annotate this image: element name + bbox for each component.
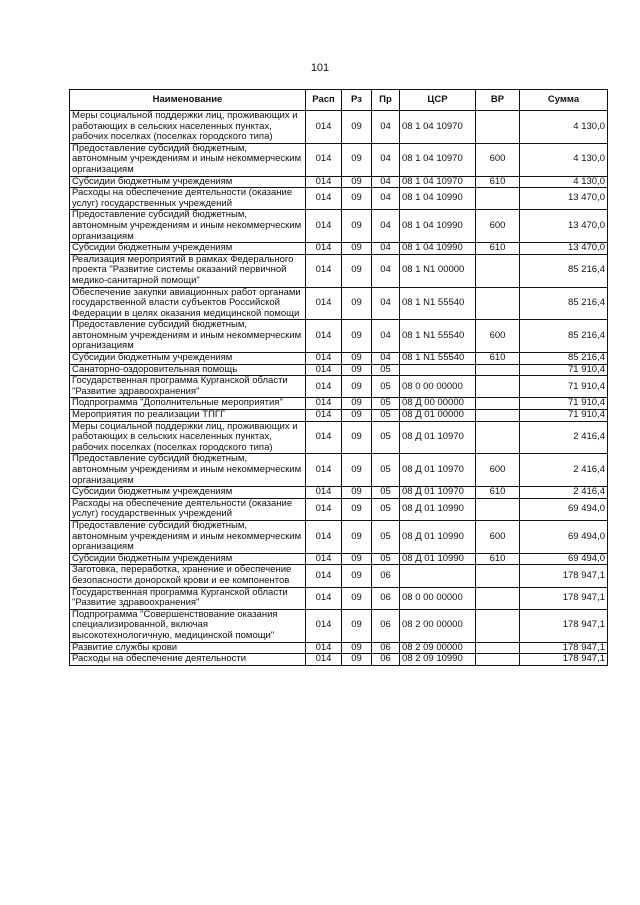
cell-pr: 06 [372,654,400,666]
cell-name: Предоставление субсидий бюджетным, автономным учреждениям и иным некоммерческим организациям [70,143,306,176]
cell-sum: 85 216,4 [520,254,608,287]
cell-rasp: 014 [306,143,342,176]
cell-sum: 13 470,0 [520,243,608,255]
cell-vr [476,364,520,376]
cell-rasp: 014 [306,376,342,398]
cell-rasp: 014 [306,188,342,210]
header-pr: Пр [372,90,400,111]
cell-name: Предоставление субсидий бюджетным, автономным учреждениям и иным некоммерческим организациям [70,454,306,487]
table-row [70,498,608,520]
cell-sum: 178 947,1 [520,642,608,654]
table-row [70,609,608,642]
cell-name: Расходы на обеспечение деятельности (оказание услуг) государственных учреждений [70,498,306,520]
cell-csr: 08 1 N1 55540 [400,320,476,353]
table-row [70,243,608,255]
cell-vr [476,587,520,609]
cell-name: Подпрограмма "Совершенствование оказания специализированной, включая высокотехнологичную, медицинской помощи" [70,609,306,642]
table-row [70,353,608,365]
cell-pr: 05 [372,553,400,565]
cell-rz: 09 [342,498,372,520]
table-row [70,410,608,422]
cell-vr: 610 [476,553,520,565]
cell-vr: 600 [476,210,520,243]
table-row [70,210,608,243]
cell-csr: 08 0 00 00000 [400,587,476,609]
cell-name: Меры социальной поддержки лиц, проживающих и работающих в сельских населенных пунктах, рабочих поселках (поселках городского типа) [70,421,306,454]
cell-vr [476,565,520,587]
cell-vr [476,254,520,287]
cell-name: Развитие службы крови [70,642,306,654]
cell-vr: 610 [476,243,520,255]
cell-rz: 09 [342,553,372,565]
cell-sum: 69 494,0 [520,520,608,553]
cell-csr: 08 Д 01 10970 [400,487,476,499]
cell-csr: 08 1 N1 55540 [400,287,476,320]
cell-vr: 610 [476,353,520,365]
cell-vr: 600 [476,143,520,176]
cell-rasp: 014 [306,410,342,422]
cell-sum: 71 910,4 [520,398,608,410]
cell-rz: 09 [342,210,372,243]
cell-sum: 4 130,0 [520,176,608,188]
cell-csr: 08 2 09 00000 [400,642,476,654]
cell-name: Предоставление субсидий бюджетным, автономным учреждениям и иным некоммерческим организациям [70,320,306,353]
cell-sum: 71 910,4 [520,410,608,422]
cell-name: Реализация мероприятий в рамках Федерального проекта "Развитие системы оказаний первичной медико-санитарной помощи" [70,254,306,287]
cell-name: Государственная программа Курганской области "Развитие здравоохранения" [70,376,306,398]
cell-csr: 08 Д 01 10990 [400,520,476,553]
cell-csr [400,565,476,587]
cell-pr: 04 [372,143,400,176]
cell-rasp: 014 [306,353,342,365]
cell-rz: 09 [342,565,372,587]
table-row [70,642,608,654]
cell-rasp: 014 [306,111,342,144]
cell-rz: 09 [342,642,372,654]
cell-rz: 09 [342,254,372,287]
header-sum: Сумма [520,90,608,111]
cell-pr: 05 [372,454,400,487]
cell-rz: 09 [342,376,372,398]
cell-rasp: 014 [306,176,342,188]
cell-pr: 06 [372,565,400,587]
table-row [70,587,608,609]
cell-vr: 600 [476,454,520,487]
cell-csr: 08 Д 01 10990 [400,553,476,565]
cell-csr: 08 1 N1 55540 [400,353,476,365]
cell-rasp: 014 [306,243,342,255]
cell-pr: 05 [372,520,400,553]
cell-vr [476,287,520,320]
cell-rasp: 014 [306,287,342,320]
cell-rz: 09 [342,364,372,376]
cell-pr: 05 [372,487,400,499]
cell-sum: 69 494,0 [520,498,608,520]
header-name: Наименование [70,90,306,111]
cell-vr [476,188,520,210]
cell-rz: 09 [342,287,372,320]
cell-sum: 13 470,0 [520,210,608,243]
cell-name: Меры социальной поддержки лиц, проживающих и работающих в сельских населенных пунктах, рабочих поселках (поселках городского типа) [70,111,306,144]
cell-pr: 05 [372,398,400,410]
cell-name: Субсидии бюджетным учреждениям [70,553,306,565]
cell-rasp: 014 [306,642,342,654]
cell-pr: 04 [372,176,400,188]
cell-rz: 09 [342,188,372,210]
cell-csr: 08 1 04 10970 [400,143,476,176]
cell-sum: 85 216,4 [520,287,608,320]
cell-csr: 08 Д 01 10990 [400,498,476,520]
cell-name: Обеспечение закупки авиационных работ органами государственной власти субъектов Российской Федерации в целях оказания медицинской помощи [70,287,306,320]
page-number: 101 [310,62,330,74]
cell-csr: 08 2 09 10990 [400,654,476,666]
cell-csr: 08 Д 00 00000 [400,398,476,410]
cell-pr: 04 [372,188,400,210]
cell-vr: 610 [476,176,520,188]
cell-vr [476,410,520,422]
cell-sum: 4 130,0 [520,143,608,176]
cell-pr: 06 [372,609,400,642]
cell-sum: 2 416,4 [520,454,608,487]
cell-rasp: 014 [306,520,342,553]
cell-rz: 09 [342,421,372,454]
cell-pr: 05 [372,364,400,376]
cell-name: Расходы на обеспечение деятельности [70,654,306,666]
cell-rasp: 014 [306,609,342,642]
cell-sum: 178 947,1 [520,609,608,642]
cell-csr: 08 Д 01 10970 [400,421,476,454]
cell-sum: 85 216,4 [520,320,608,353]
cell-sum: 71 910,4 [520,364,608,376]
cell-name: Предоставление субсидий бюджетным, автономным учреждениям и иным некоммерческим организациям [70,210,306,243]
cell-pr: 04 [372,210,400,243]
cell-pr: 04 [372,111,400,144]
cell-sum: 85 216,4 [520,353,608,365]
cell-rz: 09 [342,243,372,255]
cell-sum: 13 470,0 [520,188,608,210]
cell-name: Подпрограмма "Дополнительные мероприятия" [70,398,306,410]
cell-csr: 08 Д 01 10970 [400,454,476,487]
header-rasp: Расп [306,90,342,111]
cell-csr: 08 1 04 10990 [400,210,476,243]
cell-vr: 600 [476,320,520,353]
cell-sum: 2 416,4 [520,487,608,499]
cell-name: Мероприятия по реализации ТПГГ [70,410,306,422]
cell-csr: 08 0 00 00000 [400,376,476,398]
cell-rz: 09 [342,520,372,553]
cell-pr: 06 [372,587,400,609]
cell-csr: 08 1 04 10970 [400,111,476,144]
table-row [70,188,608,210]
table-row [70,654,608,666]
cell-sum: 2 416,4 [520,421,608,454]
cell-rasp: 014 [306,553,342,565]
table-row [70,111,608,144]
cell-pr: 04 [372,287,400,320]
cell-sum: 71 910,4 [520,376,608,398]
cell-pr: 05 [372,376,400,398]
cell-sum: 4 130,0 [520,111,608,144]
cell-name: Субсидии бюджетным учреждениям [70,487,306,499]
cell-rasp: 014 [306,654,342,666]
cell-csr: 08 1 N1 00000 [400,254,476,287]
cell-csr: 08 2 00 00000 [400,609,476,642]
cell-pr: 05 [372,421,400,454]
cell-csr: 08 1 04 10990 [400,188,476,210]
table-row [70,520,608,553]
cell-name: Субсидии бюджетным учреждениям [70,243,306,255]
cell-name: Государственная программа Курганской области "Развитие здравоохранения" [70,587,306,609]
cell-name: Санаторно-оздоровительная помощь [70,364,306,376]
cell-vr [476,609,520,642]
cell-pr: 04 [372,243,400,255]
cell-sum: 178 947,1 [520,565,608,587]
table-row [70,398,608,410]
table-row [70,487,608,499]
table-row [70,143,608,176]
cell-rasp: 014 [306,254,342,287]
cell-vr [476,111,520,144]
cell-pr: 04 [372,353,400,365]
cell-sum: 69 494,0 [520,553,608,565]
cell-rz: 09 [342,587,372,609]
table-row [70,364,608,376]
table-body [70,111,608,666]
header-csr: ЦСР [400,90,476,111]
table-row [70,454,608,487]
cell-vr [476,654,520,666]
cell-name: Заготовка, переработка, хранение и обеспечение безопасности донорской крови и ее компонентов [70,565,306,587]
cell-name: Расходы на обеспечение деятельности (оказание услуг) государственных учреждений [70,188,306,210]
cell-rz: 09 [342,111,372,144]
cell-pr: 04 [372,254,400,287]
cell-rz: 09 [342,143,372,176]
cell-rz: 09 [342,353,372,365]
table-row [70,254,608,287]
cell-name: Предоставление субсидий бюджетным, автономным учреждениям и иным некоммерческим организациям [70,520,306,553]
cell-vr [476,421,520,454]
cell-rasp: 014 [306,498,342,520]
cell-csr: 08 Д 01 00000 [400,410,476,422]
cell-vr [476,398,520,410]
cell-vr: 610 [476,487,520,499]
cell-rz: 09 [342,654,372,666]
cell-vr [476,498,520,520]
cell-sum: 178 947,1 [520,654,608,666]
cell-rasp: 014 [306,320,342,353]
cell-rasp: 014 [306,421,342,454]
cell-vr [476,376,520,398]
cell-rasp: 014 [306,454,342,487]
table-row [70,565,608,587]
cell-name: Субсидии бюджетным учреждениям [70,176,306,188]
cell-pr: 05 [372,498,400,520]
cell-pr: 06 [372,642,400,654]
header-rz: Рз [342,90,372,111]
budget-table [69,89,608,666]
cell-rasp: 014 [306,487,342,499]
cell-name: Субсидии бюджетным учреждениям [70,353,306,365]
cell-rz: 09 [342,487,372,499]
table-row [70,421,608,454]
cell-rasp: 014 [306,587,342,609]
header-row [70,90,608,111]
cell-rz: 09 [342,410,372,422]
cell-rz: 09 [342,454,372,487]
cell-vr: 600 [476,520,520,553]
cell-rz: 09 [342,609,372,642]
cell-rasp: 014 [306,364,342,376]
table-row [70,553,608,565]
table-row [70,320,608,353]
cell-csr: 08 1 04 10970 [400,176,476,188]
table-row [70,287,608,320]
cell-rasp: 014 [306,565,342,587]
cell-rz: 09 [342,320,372,353]
cell-rasp: 014 [306,398,342,410]
cell-vr [476,642,520,654]
cell-rz: 09 [342,398,372,410]
header-vr: ВР [476,90,520,111]
cell-csr: 08 1 04 10990 [400,243,476,255]
cell-pr: 04 [372,320,400,353]
cell-pr: 05 [372,410,400,422]
cell-sum: 178 947,1 [520,587,608,609]
cell-rasp: 014 [306,210,342,243]
table-row [70,376,608,398]
cell-csr [400,364,476,376]
cell-rz: 09 [342,176,372,188]
table-row [70,176,608,188]
